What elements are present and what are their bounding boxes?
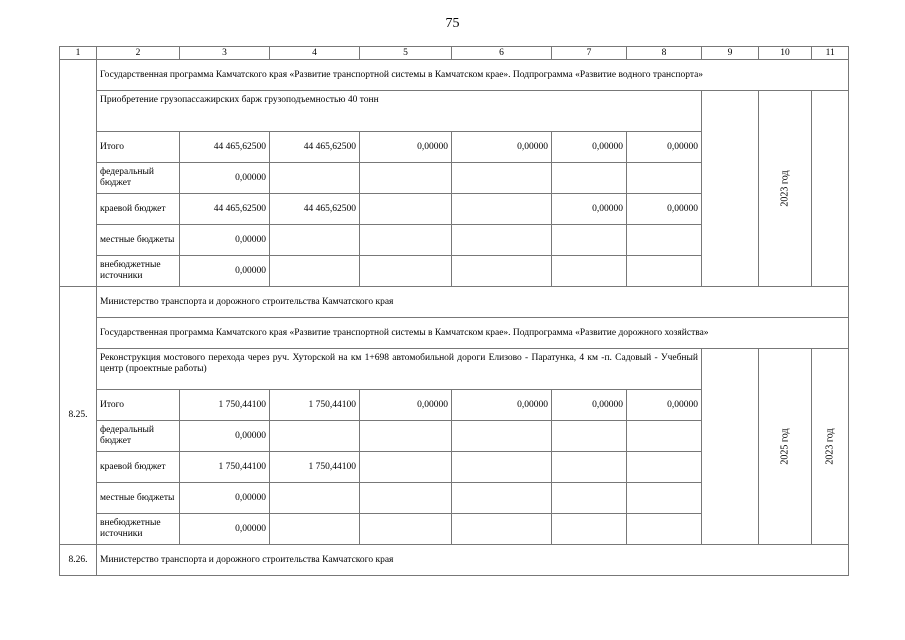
value-cell (360, 163, 452, 194)
value-cell: 1 750,44100 (180, 390, 270, 421)
row-index: 8.25. (60, 287, 97, 545)
column-header: 9 (702, 47, 759, 60)
budget-table (59, 46, 849, 576)
value-cell (627, 256, 702, 287)
value-cell: 0,00000 (180, 163, 270, 194)
value-cell: 0,00000 (627, 390, 702, 421)
empty-cell (702, 349, 759, 545)
empty-cell (702, 91, 759, 287)
value-cell: 0,00000 (360, 132, 452, 163)
value-cell (270, 514, 360, 545)
empty-cell (812, 91, 849, 287)
value-cell (552, 514, 627, 545)
value-cell: 0,00000 (552, 132, 627, 163)
value-cell (360, 514, 452, 545)
value-cell (452, 194, 552, 225)
row-label: Итого (97, 390, 180, 421)
value-cell: 44 465,62500 (270, 132, 360, 163)
year-cell: 2025 год (759, 349, 812, 545)
column-header: 8 (627, 47, 702, 60)
column-header: 3 (180, 47, 270, 60)
value-cell: 1 750,44100 (270, 452, 360, 483)
value-cell (627, 421, 702, 452)
value-cell (627, 225, 702, 256)
column-header: 10 (759, 47, 812, 60)
value-cell: 0,00000 (180, 256, 270, 287)
value-cell (452, 256, 552, 287)
value-cell (452, 421, 552, 452)
year-cell: 2023 год (812, 349, 849, 545)
value-cell (270, 163, 360, 194)
value-cell: 0,00000 (180, 483, 270, 514)
value-cell (452, 163, 552, 194)
ministry-title: Министерство транспорта и дорожного строительства Камчатского края (97, 287, 849, 318)
value-cell (360, 452, 452, 483)
value-cell: 1 750,44100 (180, 452, 270, 483)
value-cell (452, 514, 552, 545)
row-label: Итого (97, 132, 180, 163)
row-label: внебюджетные источники (97, 256, 180, 287)
value-cell (270, 483, 360, 514)
value-cell: 0,00000 (452, 132, 552, 163)
value-cell: 0,00000 (180, 421, 270, 452)
value-cell (360, 256, 452, 287)
table-row (60, 349, 849, 390)
row-label: федеральный бюджет (97, 163, 180, 194)
column-header: 4 (270, 47, 360, 60)
index-cell (60, 60, 97, 287)
value-cell (552, 452, 627, 483)
table-row (60, 545, 849, 576)
value-cell (452, 483, 552, 514)
value-cell (627, 483, 702, 514)
value-cell: 0,00000 (360, 390, 452, 421)
column-header: 5 (360, 47, 452, 60)
column-header: 2 (97, 47, 180, 60)
value-cell: 0,00000 (180, 225, 270, 256)
program-title: Государственная программа Камчатского края «Развитие транспортной системы в Камчатском крае». Подпрограмма «Развитие водного транспорта» (97, 60, 849, 91)
ministry-title: Министерство транспорта и дорожного строительства Камчатского края (97, 545, 849, 576)
value-cell (552, 483, 627, 514)
item-title: Приобретение грузопассажирских барж грузоподъемностью 40 тонн (97, 91, 702, 132)
value-cell: 0,00000 (452, 390, 552, 421)
value-cell (360, 421, 452, 452)
item-title: Реконструкция мостового перехода через руч. Хуторской на км 1+698 автомобильной дороги Елизово - Паратунка, 4 км -п. Садовый - Учебный центр (проектные работы) (97, 349, 702, 390)
value-cell: 44 465,62500 (180, 194, 270, 225)
value-cell: 1 750,44100 (270, 390, 360, 421)
column-header: 1 (60, 47, 97, 60)
value-cell: 0,00000 (627, 194, 702, 225)
value-cell (360, 194, 452, 225)
value-cell (270, 256, 360, 287)
value-cell (270, 421, 360, 452)
column-number-row (60, 47, 849, 60)
value-cell: 0,00000 (627, 132, 702, 163)
row-index: 8.26. (60, 545, 97, 576)
page-number: 75 (445, 16, 460, 31)
table-row (60, 91, 849, 132)
value-cell: 44 465,62500 (180, 132, 270, 163)
table-row (60, 60, 849, 91)
program-title: Государственная программа Камчатского края «Развитие транспортной системы в Камчатском крае». Подпрограмма «Развитие дорожного хозяйства» (97, 318, 849, 349)
row-label: федеральный бюджет (97, 421, 180, 452)
value-cell: 44 465,62500 (270, 194, 360, 225)
column-header: 7 (552, 47, 627, 60)
value-cell: 0,00000 (552, 390, 627, 421)
value-cell (552, 256, 627, 287)
row-label: краевой бюджет (97, 452, 180, 483)
value-cell: 0,00000 (552, 194, 627, 225)
value-cell (552, 421, 627, 452)
row-label: краевой бюджет (97, 194, 180, 225)
value-cell (552, 225, 627, 256)
value-cell (452, 452, 552, 483)
row-label: местные бюджеты (97, 483, 180, 514)
value-cell (627, 452, 702, 483)
value-cell: 0,00000 (180, 514, 270, 545)
value-cell (360, 225, 452, 256)
value-cell (360, 483, 452, 514)
value-cell (627, 163, 702, 194)
row-label: местные бюджеты (97, 225, 180, 256)
table-row (60, 287, 849, 318)
value-cell (270, 225, 360, 256)
year-cell: 2023 год (759, 91, 812, 287)
column-header: 6 (452, 47, 552, 60)
column-header: 11 (812, 47, 849, 60)
value-cell (552, 163, 627, 194)
row-label: внебюджетные источники (97, 514, 180, 545)
value-cell (452, 225, 552, 256)
value-cell (627, 514, 702, 545)
table-row (60, 318, 849, 349)
